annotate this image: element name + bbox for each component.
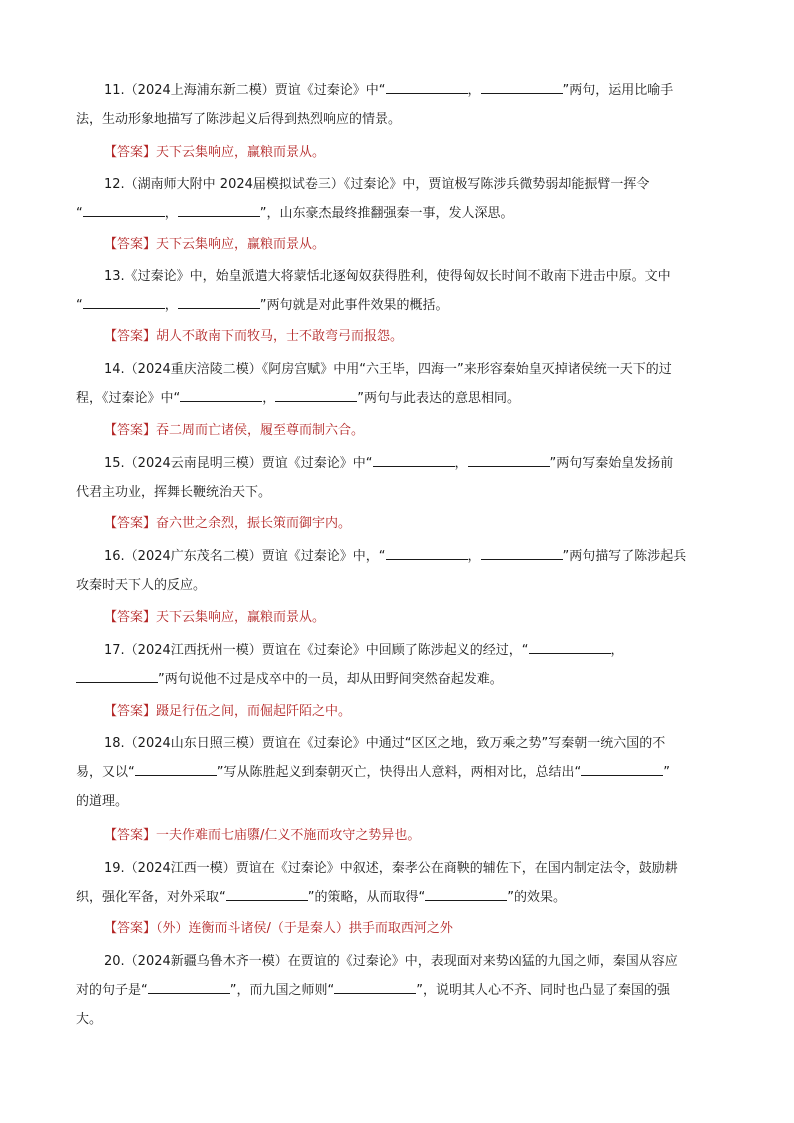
question-text: ，	[467, 83, 481, 98]
answer-blank[interactable]	[148, 978, 230, 994]
question-text: ”	[663, 765, 670, 780]
answer-blank[interactable]	[425, 885, 507, 901]
question-text: 15.（2024云南昆明三模）贾谊《过秦论》中“	[104, 456, 373, 471]
question-text: 18.（2024山东日照三模）贾谊在《过秦论》中通过“区区之地，致万乘之势”写秦朝一统六国的不	[104, 736, 666, 751]
answer-blank[interactable]	[529, 638, 611, 654]
answer-blank[interactable]	[226, 885, 308, 901]
question-text: 易，又以“	[76, 765, 135, 780]
answer-blank[interactable]	[481, 78, 563, 94]
question-text: 的道理。	[76, 794, 129, 809]
answer-15	[104, 513, 351, 535]
question-text: 大。	[76, 1012, 103, 1027]
question-text: ，	[164, 206, 178, 221]
answer-blank[interactable]	[178, 201, 260, 217]
answer-blank[interactable]	[386, 78, 468, 94]
question-text: 14.（2024重庆涪陵二模）《阿房宫赋》中用“六王毕，四海一”来形容秦始皇灭掉诸侯统一天下的过	[104, 362, 672, 377]
answer-blank[interactable]	[373, 451, 455, 467]
question-text: ”两句写秦始皇发扬前	[549, 456, 674, 471]
question-text: ”的策略，从而取得“	[307, 890, 426, 905]
answer-11	[104, 142, 325, 164]
question-text: ，	[467, 549, 481, 564]
question-text: “	[76, 298, 83, 313]
question-text: 代君主功业，挥舞长鞭统治天下。	[76, 485, 272, 500]
question-text: 法，生动形象地描写了陈涉起义后得到热烈响应的情景。	[76, 112, 402, 127]
answer-tag: 【答案】	[104, 921, 157, 936]
question-text: ”，说明其人心不齐、同时也凸显了秦国的强	[416, 983, 670, 998]
answer-blank[interactable]	[481, 544, 563, 560]
question-text: ，	[164, 298, 178, 313]
answer-blank[interactable]	[581, 760, 663, 776]
question-text: 11.（2024上海浦东新二模）贾谊《过秦论》中“	[104, 83, 386, 98]
question-17	[76, 636, 722, 694]
question-text: 对的句子是“	[76, 983, 148, 998]
answer-text: 胡人不敢南下而牧马，士不敢弯弓而报怨。	[156, 329, 404, 344]
answer-blank[interactable]	[468, 451, 550, 467]
answer-blank[interactable]	[83, 201, 165, 217]
answer-tag: 【答案】	[104, 237, 157, 252]
answer-text: 天下云集响应，赢粮而景从。	[156, 237, 326, 252]
answer-blank[interactable]	[178, 293, 260, 309]
question-15	[76, 449, 722, 507]
question-text: “	[76, 206, 83, 221]
question-14	[76, 355, 722, 413]
answer-13	[104, 326, 403, 348]
answer-tag: 【答案】	[104, 610, 157, 625]
question-text: ”，而九国之师则“	[229, 983, 335, 998]
question-text: 16.（2024广东茂名二模）贾谊《过秦论》中，“	[104, 549, 386, 564]
answer-17	[104, 701, 351, 723]
answer-blank[interactable]	[334, 978, 416, 994]
answer-tag: 【答案】	[104, 516, 157, 531]
question-text: 织，强化军备，对外采取“	[76, 890, 226, 905]
question-text: ”两句，运用比喻手	[562, 83, 674, 98]
question-text: 20.（2024新疆乌鲁木齐一模）在贾谊的《过秦论》中，表现面对来势凶猛的九国之师，秦国从容应	[104, 954, 678, 969]
question-19	[76, 854, 722, 912]
answer-tag: 【答案】	[104, 423, 157, 438]
question-text: ，	[262, 391, 276, 406]
answer-blank[interactable]	[180, 386, 262, 402]
answer-blank[interactable]	[135, 760, 217, 776]
question-16	[76, 542, 722, 600]
answer-12	[104, 234, 325, 256]
question-text: ，	[610, 643, 624, 658]
answer-text: 蹑足行伍之间，而倔起阡陌之中。	[156, 704, 352, 719]
answer-text: 吞二周而亡诸侯，履至尊而制六合。	[156, 423, 365, 438]
question-text: ”两句说他不过是戍卒中的一员，却从田野间突然奋起发难。	[158, 672, 503, 687]
answer-tag: 【答案】	[104, 329, 157, 344]
question-text: 17.（2024江西抚州一模）贾谊在《过秦论》中回顾了陈涉起义的经过，“	[104, 643, 529, 658]
answer-blank[interactable]	[386, 544, 468, 560]
question-text: ”写从陈胜起义到秦朝灭亡，快得出人意料，两相对比，总结出“	[216, 765, 582, 780]
question-text: ”两句与此表达的意思相同。	[357, 391, 521, 406]
answer-16	[104, 607, 325, 629]
question-text: ”，山东豪杰最终推翻强秦一事，发人深思。	[259, 206, 514, 221]
question-12	[76, 170, 722, 228]
question-text: ”两句描写了陈涉起兵	[562, 549, 687, 564]
answer-tag: 【答案】	[104, 828, 157, 843]
answer-tag: 【答案】	[104, 704, 157, 719]
answer-blank[interactable]	[275, 386, 357, 402]
answer-text: 一夫作难而七庙隳/仁义不施而攻守之势异也。	[156, 828, 421, 843]
question-18	[76, 729, 722, 816]
question-text: ”的效果。	[507, 890, 566, 905]
answer-blank[interactable]	[76, 667, 158, 683]
question-text: 13.《过秦论》中，始皇派遣大将蒙恬北逐匈奴获得胜利，使得匈奴长时间不敢南下进击中原。文中	[104, 269, 671, 284]
answer-text: 天下云集响应，赢粮而景从。	[156, 610, 326, 625]
answer-18	[104, 825, 420, 847]
answer-text: 奋六世之余烈，振长策而御宇内。	[156, 516, 352, 531]
question-text: 12.（湖南师大附中 2024届模拟试卷三）《过秦论》中，贾谊极写陈涉兵微势弱却能振臂一挥令	[104, 177, 650, 192]
question-11	[76, 76, 722, 134]
question-13	[76, 262, 722, 320]
question-text: 19.（2024江西一模）贾谊在《过秦论》中叙述，秦孝公在商鞅的辅佐下，在国内制定法令，鼓励耕	[104, 861, 678, 876]
question-text: 程，《过秦论》中“	[76, 391, 181, 406]
answer-text: 天下云集响应，赢粮而景从。	[156, 145, 326, 160]
answer-19	[104, 918, 453, 940]
question-text: ，	[454, 456, 468, 471]
answer-blank[interactable]	[83, 293, 165, 309]
answer-text: （外）连衡而斗诸侯/（于是秦人）拱手而取西河之外	[156, 921, 453, 936]
answer-tag: 【答案】	[104, 145, 157, 160]
question-text: ”两句就是对此事件效果的概括。	[259, 298, 449, 313]
answer-14	[104, 420, 364, 442]
question-20	[76, 947, 722, 1034]
question-text: 攻秦时天下人的反应。	[76, 578, 207, 593]
